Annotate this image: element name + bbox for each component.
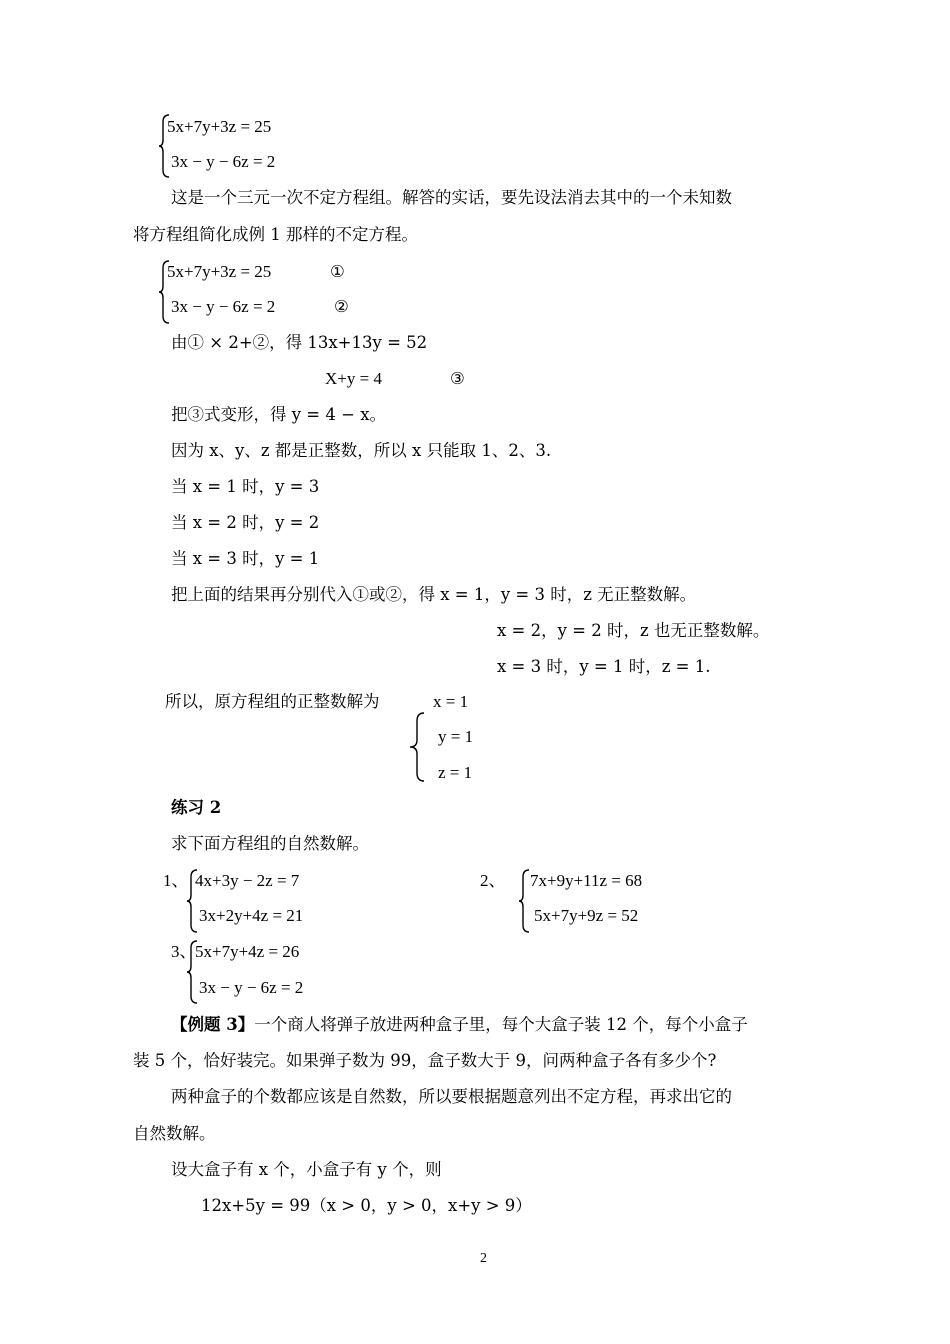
problem1-eq2: 3x+2y+4z = 21 <box>199 906 304 925</box>
setup-line: 设大盒子有 x 个，小盒子有 y 个，则 <box>171 1160 442 1179</box>
answer-label: 所以，原方程组的正整数解为 <box>165 692 380 711</box>
sys2-mark1: ① <box>330 262 345 281</box>
step2-eq: X+y = 4 <box>325 369 382 388</box>
para2-line2: 自然数解。 <box>133 1124 216 1143</box>
step4: 因为 x、y、z 都是正整数，所以 x 只能取 1、2、3. <box>171 441 552 460</box>
exercise-prompt: 求下面方程组的自然数解。 <box>171 834 369 853</box>
para1-line2: 将方程组简化成例 1 那样的不定方程。 <box>133 225 418 244</box>
answer-y: y = 1 <box>438 727 474 746</box>
problem3-number: 3、 <box>171 942 197 961</box>
step3: 把③式变形，得 y = 4 − x。 <box>171 405 386 424</box>
substitution-2: x = 2，y = 2 时，z 也无正整数解。 <box>497 621 770 640</box>
step1: 由① × 2+②，得 13x+13y = 52 <box>171 333 428 352</box>
exercise-title: 练习 2 <box>171 798 222 817</box>
case3: 当 x = 3 时，y = 1 <box>171 549 320 568</box>
final-equation: 12x+5y = 99（x > 0，y > 0，x+y > 9） <box>201 1196 532 1215</box>
example3-text1: 一个商人将弹子放进两种盒子里，每个大盒子装 12 个，每个小盒子 <box>254 1015 748 1034</box>
brace-answer <box>408 712 428 782</box>
substitution-3: x = 3 时，y = 1 时，z = 1. <box>497 657 711 676</box>
example3-line1 <box>171 1015 748 1035</box>
sys1-eq1: 5x+7y+3z = 25 <box>167 117 272 136</box>
problem3-eq2: 3x − y − 6z = 2 <box>199 978 304 997</box>
para1-line1: 这是一个三元一次不定方程组。解答的实话，要先设法消去其中的一个未知数 <box>171 188 732 207</box>
page-number: 2 <box>480 1251 487 1266</box>
problem2-eq1: 7x+9y+11z = 68 <box>530 871 643 890</box>
problem2-eq2: 5x+7y+9z = 52 <box>534 906 639 925</box>
problem1-eq1: 4x+3y − 2z = 7 <box>195 871 300 890</box>
sys1-eq2: 3x − y − 6z = 2 <box>171 152 276 171</box>
case2: 当 x = 2 时，y = 2 <box>171 513 320 532</box>
problem1-number: 1、 <box>163 871 189 890</box>
para2-line1: 两种盒子的个数都应该是自然数，所以要根据题意列出不定方程，再求出它的 <box>171 1087 732 1106</box>
substitution-1: 把上面的结果再分别代入①或②，得 x = 1，y = 3 时，z 无正整数解。 <box>171 585 697 604</box>
answer-z: z = 1 <box>438 763 473 782</box>
step2-mark: ③ <box>450 369 465 388</box>
answer-x: x = 1 <box>433 692 469 711</box>
example3-line2: 装 5 个，恰好装完。如果弹子数为 99，盒子数大于 9，问两种盒子各有多少个? <box>133 1051 717 1070</box>
case1: 当 x = 1 时，y = 3 <box>171 477 320 496</box>
sys2-eq1: 5x+7y+3z = 25 <box>167 262 272 281</box>
example3-tag: 【例题 3】 <box>171 1015 255 1034</box>
problem2-number: 2、 <box>480 871 506 890</box>
sys2-mark2: ② <box>334 297 349 316</box>
problem3-eq1: 5x+7y+4z = 26 <box>195 942 300 961</box>
sys2-eq2: 3x − y − 6z = 2 <box>171 297 276 316</box>
